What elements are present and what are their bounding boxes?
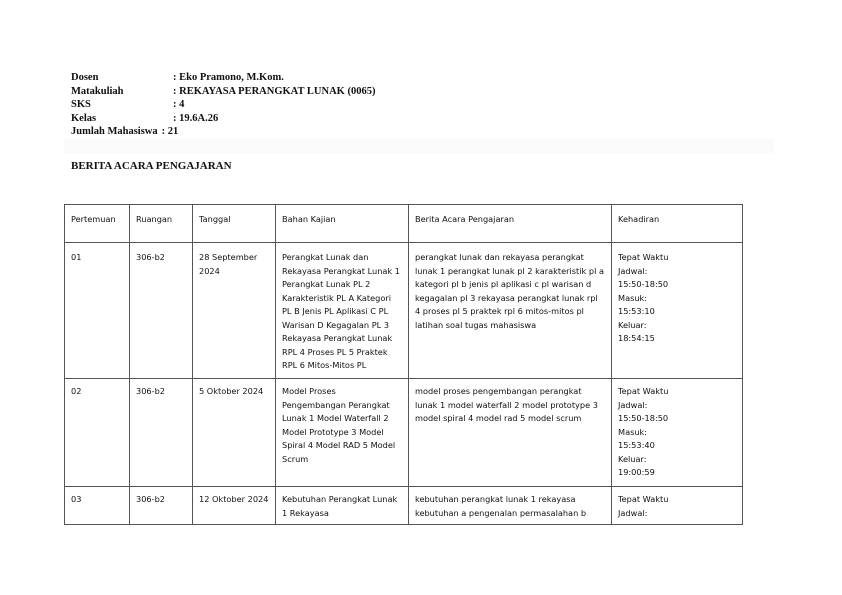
info-jumlah-mahasiswa [71,125,375,139]
info-label: Matakuliah [71,85,124,97]
attendance-keluar: 18:54:15 [618,333,655,343]
attendance-masuk-label: Masuk: [618,426,648,437]
attendance-masuk-label: Masuk: [618,292,648,303]
cell-ruangan: 306-b2 [130,487,193,525]
attendance-jadwal-label: Jadwal: [618,399,648,410]
info-label: Kelas [71,112,97,124]
col-header-kehadiran: Kehadiran [612,205,743,243]
attendance-masuk: 15:53:40 [618,440,655,450]
cell-tanggal: 5 Oktober 2024 [193,379,276,487]
info-label: Dosen [71,72,99,83]
attendance-jadwal: 15:50-18:50 [618,413,669,423]
page-title: BERITA ACARA PENGAJARAN [71,160,232,172]
cell-ruangan: 306-b2 [130,379,193,487]
info-value: : 4 [173,99,185,111]
table-row [65,243,743,379]
info-label: SKS [71,99,91,111]
info-kelas [71,112,375,126]
attendance-jadwal-label: Jadwal: [618,265,648,276]
attendance-keluar-label: Keluar: [618,319,647,330]
col-header-bahan-kajian: Bahan Kajian [276,205,409,243]
info-value: : Eko Pramono, M.Kom. [173,72,284,83]
attendance-status: Tepat Waktu [618,252,669,262]
cell-kehadiran [612,243,743,379]
col-header-ruangan: Ruangan [130,205,193,243]
info-value: : REKAYASA PERANGKAT LUNAK (0065) [173,85,376,97]
cell-bahan-kajian: Model Proses Pengembangan Perangkat Lunak 1 Model Waterfall 2 Model Prototype 3 Model Spiral 4 Model RAD 5 Model Scrum [276,379,409,487]
table-row [65,487,743,525]
cell-berita-acara: kebutuhan perangkat lunak 1 rekayasa kebutuhan a pengenalan permasalahan b [409,487,612,525]
info-matakuliah [71,85,375,99]
info-value: : 21 [161,126,179,138]
attendance-keluar: 19:00:59 [618,467,655,477]
cell-berita-acara: perangkat lunak dan rekayasa perangkat lunak 1 perangkat lunak pl 2 karakteristik pl a kategori pl b jenis pl aplikasi c pl warisan d kegagalan pl 3 rekayasa perangkat lunak rpl 4 proses pl 5 praktek rpl 6 mitos-mitos pl latihan soal tugas mahasiswa [409,243,612,379]
cell-bahan-kajian: Kebutuhan Perangkat Lunak 1 Rekayasa [276,487,409,525]
col-header-pertemuan: Pertemuan [65,205,130,243]
attendance-masuk: 15:53:10 [618,306,655,316]
cell-kehadiran [612,487,743,525]
header-band [64,139,774,153]
info-label: Jumlah Mahasiswa [71,126,158,138]
cell-bahan-kajian: Perangkat Lunak dan Rekayasa Perangkat Lunak 1 Perangkat Lunak PL 2 Karakteristik PL A Kategori PL B Jenis PL Aplikasi C PL Warisan D Kegagalan PL 3 Rekayasa Perangkat Lunak RPL 4 Proses PL 5 Praktek RPL 6 Mitos-Mitos PL [276,243,409,379]
cell-tanggal: 12 Oktober 2024 [193,487,276,525]
table-row [65,379,743,487]
info-dosen [71,71,375,85]
attendance-keluar-label: Keluar: [618,453,647,464]
attendance-jadwal-label: Jadwal: [618,507,648,518]
cell-kehadiran [612,379,743,487]
info-value: : 19.6A.26 [173,112,219,124]
cell-pertemuan: 03 [65,487,130,525]
cell-berita-acara: model proses pengembangan perangkat lunak 1 model waterfall 2 model prototype 3 model spiral 4 model rad 5 model scrum [409,379,612,487]
col-header-tanggal: Tanggal [193,205,276,243]
attendance-jadwal: 15:50-18:50 [618,279,669,289]
cell-pertemuan: 01 [65,243,130,379]
table-header-row [65,205,743,243]
teaching-log-table [64,204,743,525]
info-sks [71,98,375,112]
col-header-berita-acara: Berita Acara Pengajaran [409,205,612,243]
course-info [71,71,375,139]
cell-pertemuan: 02 [65,379,130,487]
cell-tanggal: 28 September 2024 [193,243,276,379]
cell-ruangan: 306-b2 [130,243,193,379]
attendance-status: Tepat Waktu [618,386,669,396]
attendance-status: Tepat Waktu [618,494,669,504]
